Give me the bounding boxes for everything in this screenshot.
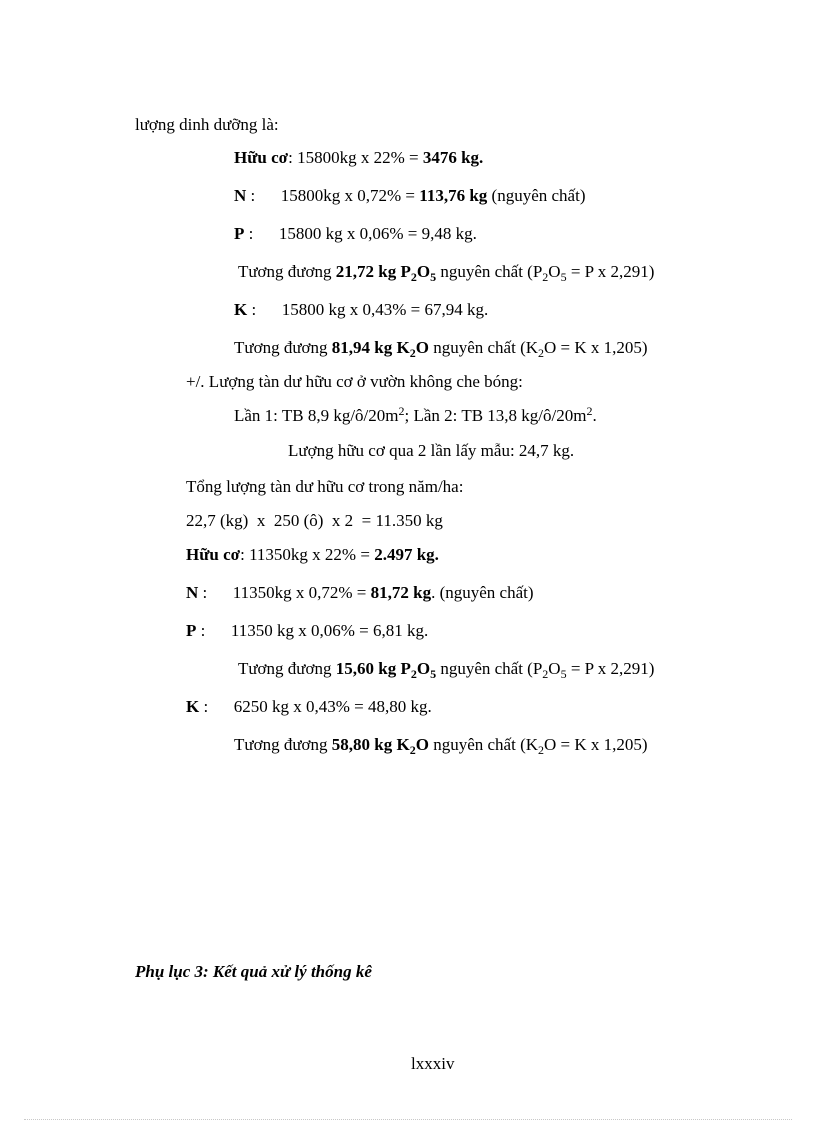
s1-k-equiv-prefix: Tương đương bbox=[234, 338, 332, 357]
s1-huuco-text: : 15800kg x 22% = bbox=[288, 148, 423, 167]
s2-p-equiv-prefix: Tương đương bbox=[234, 659, 336, 678]
s1-p-text: : 15800 kg x 0,06% = 9,48 kg. bbox=[244, 224, 477, 243]
s2-total-heading: Tổng lượng tàn dư hữu cơ trong năm/ha: bbox=[186, 477, 464, 496]
s1-p-equiv-formula: = P x 2,291) bbox=[566, 262, 655, 281]
s1-p-equiv-suffix: nguyên chất (P bbox=[436, 262, 543, 281]
s2-k-equiv-value: 58,80 kg $K_2O$ bbox=[331, 735, 429, 757]
s2-k-equiv-line: Tương đương 58,80 kg $K_2O$ nguyên chất ($K_2O = K$ x 1,205) bbox=[234, 735, 648, 757]
s2-k-equiv-suffix: nguyên chất (K bbox=[428, 735, 539, 754]
s2-p-label: P bbox=[186, 621, 197, 640]
s1-n-label: N bbox=[234, 186, 247, 205]
s1-huuco-line bbox=[234, 148, 483, 168]
s2-k-line bbox=[186, 697, 432, 717]
s2-heading: +/. Lượng tàn dư hữu cơ ở vườn không che bóng: bbox=[186, 372, 523, 391]
s1-k-equiv-suffix: nguyên chất (K bbox=[428, 338, 539, 357]
s2-p-equiv-value: 15,60 kg $P_2O_5$ bbox=[335, 659, 437, 681]
s1-k-text: : 15800 kg x 0,43% = 67,94 kg. bbox=[247, 300, 489, 319]
s2-k-equiv-formula: O = K x 1,205) bbox=[544, 735, 648, 754]
s1-p-equiv-prefix: Tương đương bbox=[234, 262, 336, 281]
page-bottom-rule bbox=[24, 1119, 792, 1120]
s1-k-line bbox=[234, 300, 488, 320]
s1-n-line bbox=[234, 186, 585, 206]
s2-k-equiv-prefix: Tương đương bbox=[234, 735, 332, 754]
s2-huuco-result: 2.497 kg. bbox=[374, 545, 439, 564]
s1-k-equiv-formula: O = K x 1,205) bbox=[544, 338, 648, 357]
s2-total-samples: Lượng hữu cơ qua 2 lần lấy mẫu: 24,7 kg. bbox=[288, 441, 575, 460]
s2-p-line bbox=[186, 621, 428, 641]
s2-p-equiv-line: Tương đương 15,60 kg $P_2O_5$ nguyên chất ($P_2O_5 = P$ x 2,291) bbox=[234, 659, 655, 681]
s2-huuco-text: : 11350kg x 22% = bbox=[240, 545, 375, 564]
s1-p-equiv-line: Tương đương 21,72 kg $P_2O_5$ nguyên chất ($P_2O_5 = P$ x 2,291) bbox=[234, 262, 655, 284]
s2-k-text: : 6250 kg x 0,43% = 48,80 kg. bbox=[199, 697, 432, 716]
s1-p-line bbox=[234, 224, 477, 244]
s2-n-label: N bbox=[186, 583, 199, 602]
s1-p-equiv-value: 21,72 kg $P_2O_5$ bbox=[335, 262, 437, 284]
s2-p-text: : 11350 kg x 0,06% = 6,81 kg. bbox=[196, 621, 429, 640]
s2-huuco-line bbox=[186, 545, 439, 565]
s1-n-text: : 15800kg x 0,72% = bbox=[246, 186, 420, 205]
s2-k-label: K bbox=[186, 697, 200, 716]
s1-n-result: 113,76 kg bbox=[419, 186, 488, 205]
s2-calc: 22,7 (kg) x 250 (ô) x 2 = 11.350 kg bbox=[186, 511, 443, 530]
s1-k-label: K bbox=[234, 300, 248, 319]
s2-n-text: : 11350kg x 0,72% = bbox=[198, 583, 371, 602]
s1-n-note: (nguyên chất) bbox=[487, 186, 586, 205]
s1-k-equiv-value: 81,94 kg $K_2O$ bbox=[331, 338, 429, 360]
intro-text: lượng dinh dưỡng là: bbox=[135, 115, 279, 134]
appendix-heading: Phụ lục 3: Kết quả xử lý thống kê bbox=[135, 962, 372, 981]
s1-huuco-result: 3476 kg. bbox=[422, 148, 484, 167]
s2-n-result: 81,72 kg bbox=[370, 583, 432, 602]
s2-samples-line: Lần 1: TB 8,9 $kg/ô/20m^2$; Lần 2: TB 13,8 $kg/ô/20m^2$. bbox=[234, 404, 597, 425]
s2-p-equiv-suffix: nguyên chất (P bbox=[436, 659, 543, 678]
page-number: lxxxiv bbox=[411, 1054, 455, 1073]
s1-huuco-label: Hữu cơ bbox=[234, 148, 289, 167]
s2-n-line bbox=[186, 583, 534, 603]
s1-k-equiv-line: Tương đương 81,94 kg $K_2O$ nguyên chất ($K_2O = K$ x 1,205) bbox=[234, 338, 648, 360]
s1-p-label: P bbox=[234, 224, 245, 243]
s2-p-equiv-formula: = P x 2,291) bbox=[566, 659, 655, 678]
s2-n-note: . (nguyên chất) bbox=[431, 583, 534, 602]
s2-huuco-label: Hữu cơ bbox=[186, 545, 241, 564]
